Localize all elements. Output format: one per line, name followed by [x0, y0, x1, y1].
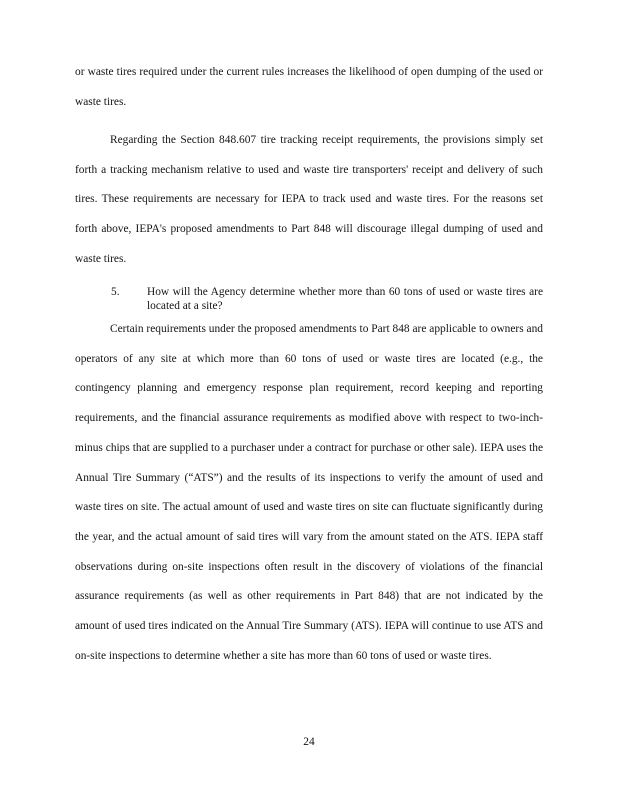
- paragraph-tire-tracking: Regarding the Section 848.607 tire tracking receipt requirements, the provisions simply set forth a tracking mechanism relative to used and waste tire transporters' receipt and delivery of such tires. These requirements are necessary for IEPA to track used and waste tires. For the reasons set forth above, IEPA's proposed amendments to Part 848 will discourage illegal dumping of used and waste tires.: [75, 134, 543, 265]
- page-number: 24: [303, 736, 315, 748]
- question-number: 5.: [111, 286, 120, 298]
- question-text: How will the Agency determine whether more than 60 tons of used or waste tires are located at a site?: [147, 286, 543, 312]
- paragraph-answer: Certain requirements under the proposed amendments to Part 848 are applicable to owners and operators of any site at which more than 60 tons of used or waste tires are located (e.g., the contingency planning and emergency response plan requirement, record keeping and reporting requirements, and the financial assurance requirements as modified above with respect to two-inch-minus chips that are supplied to a purchaser under a contract for purchase or other sale). IEPA uses the Annual Tire Summary (“ATS”) and the results of its inspections to verify the amount of used and waste tires on site. The actual amount of used and waste tires on site can fluctuate significantly during the year, and the actual amount of said tires will vary from the amount stated on the ATS. IEPA staff observations during on-site inspections often result in the discovery of violations of the financial assurance requirements (as well as other requirements in Part 848) that are not indicated by the amount of used tires indicated on the Annual Tire Summary (ATS). IEPA will continue to use ATS and on-site inspections to determine whether a site has more than 60 tons of used or waste tires.: [75, 323, 543, 662]
- paragraph-continuation: or waste tires required under the current rules increases the likelihood of open dumping of the used or waste tires.: [75, 66, 543, 108]
